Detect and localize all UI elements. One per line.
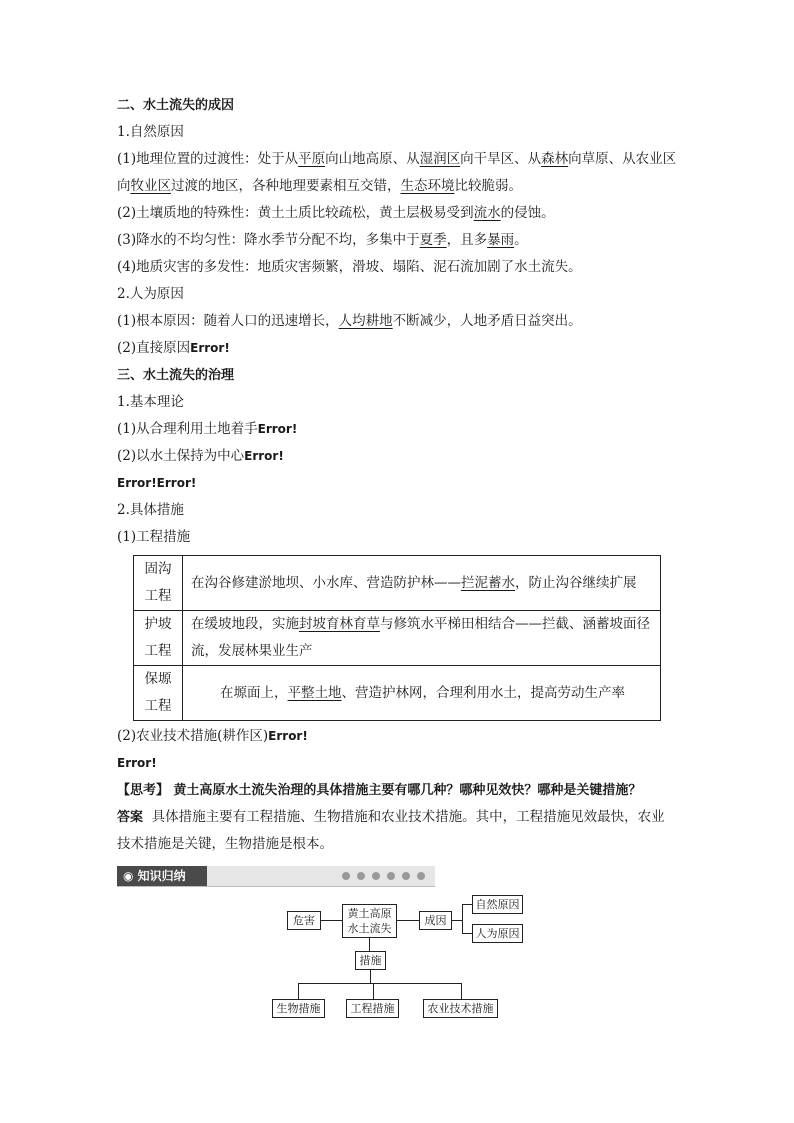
subheading-theory: 1.基本理论	[117, 394, 184, 410]
knowledge-summary-banner	[117, 866, 435, 887]
document-page	[117, 92, 677, 887]
table-row-header: 固沟工程	[134, 556, 183, 611]
error-line: Error!	[117, 756, 157, 770]
diagram-node-bio: 生物措施	[272, 999, 325, 1018]
table-cell: 在沟谷修建淤地坝、小水库、营造防护林——拦泥蓄水，防止沟谷继续扩展	[183, 556, 661, 611]
banner-dots	[342, 872, 425, 880]
diagram-node-eng: 工程措施	[346, 999, 399, 1018]
table-row	[134, 666, 661, 721]
table-row-header: 保塬工程	[134, 666, 183, 721]
diagram-node-human: 人为原因	[472, 924, 523, 943]
paragraph-geologic: (4)地质灾害的多发性：地质灾害频繁，滑坡、塌陷、泥石流加剧了水土流失。	[117, 259, 582, 275]
subheading-measures: 2.具体措施	[117, 502, 184, 518]
subheading-human-causes: 2.人为原因	[117, 286, 184, 302]
paragraph-rainfall: (3)降水的不均匀性：降水季节分配不均，多集中于夏季，且多暴雨。	[117, 232, 528, 248]
diagram-node-agri: 农业技术措施	[423, 999, 498, 1018]
section-heading-control: 三、水土流失的治理	[117, 368, 235, 383]
paragraph-soil: (2)土壤质地的特殊性：黄土土质比较疏松，黄土层极易受到流水的侵蚀。	[117, 205, 555, 221]
subheading-agricultural: (2)农业技术措施(耕作区)Error!	[117, 728, 308, 744]
diagram-node-measure: 措施	[355, 951, 386, 970]
diagram-node-cause: 成因	[419, 911, 452, 930]
paragraph-direct-cause: (2)直接原因Error!	[117, 340, 230, 356]
table-cell: 在缓坡地段，实施封坡育林育草与修筑水平梯田相结合——拦截、涵蓄坡面径流，发展林果业生产	[183, 611, 661, 666]
subheading-engineering: (1)工程措施	[117, 529, 191, 545]
table-row	[134, 556, 661, 611]
paragraph-root-cause: (1)根本原因：随着人口的迅速增长，人均耕地不断减少，人地矛盾日益突出。	[117, 313, 582, 329]
target-icon: ◉	[123, 869, 134, 883]
table-row	[134, 611, 661, 666]
subheading-natural-causes: 1.自然原因	[117, 124, 184, 140]
error-line: Error!Error!	[117, 476, 197, 490]
diagram-node-center: 黄土高原 水土流失	[342, 904, 397, 938]
think-question: 【思考】 黄土高原水土流失治理的具体措施主要有哪几种？哪种见效快？哪种是关键措施？	[117, 783, 642, 798]
theory-item-1: (1)从合理利用土地着手Error!	[117, 421, 298, 437]
theory-item-2: (2)以水土保持为中心Error!	[117, 448, 284, 464]
table-row-header: 护坡工程	[134, 611, 183, 666]
paragraph-transition: (1)地理位置的过渡性：处于从平原向山地高原、从湿润区向干旱区、从森林向草原、从农业区向牧业区过渡的地区，各种地理要素相互交错，生态环境比较脆弱。	[117, 151, 677, 194]
diagram-node-natural: 自然原因	[472, 895, 523, 914]
diagram-node-harm: 危害	[287, 911, 321, 930]
section-heading-causes: 二、水土流失的成因	[117, 98, 235, 113]
table-cell: 在塬面上，平整土地、营造护林网，合理利用水土，提高劳动生产率	[183, 666, 661, 721]
think-answer: 答案 具体措施主要有工程措施、生物措施和农业技术措施。其中，工程措施见效最快，农业技术措施是关键，生物措施是根本。	[117, 809, 665, 852]
banner-label: ◉ 知识归纳	[117, 866, 207, 886]
engineering-measures-table	[133, 555, 661, 721]
